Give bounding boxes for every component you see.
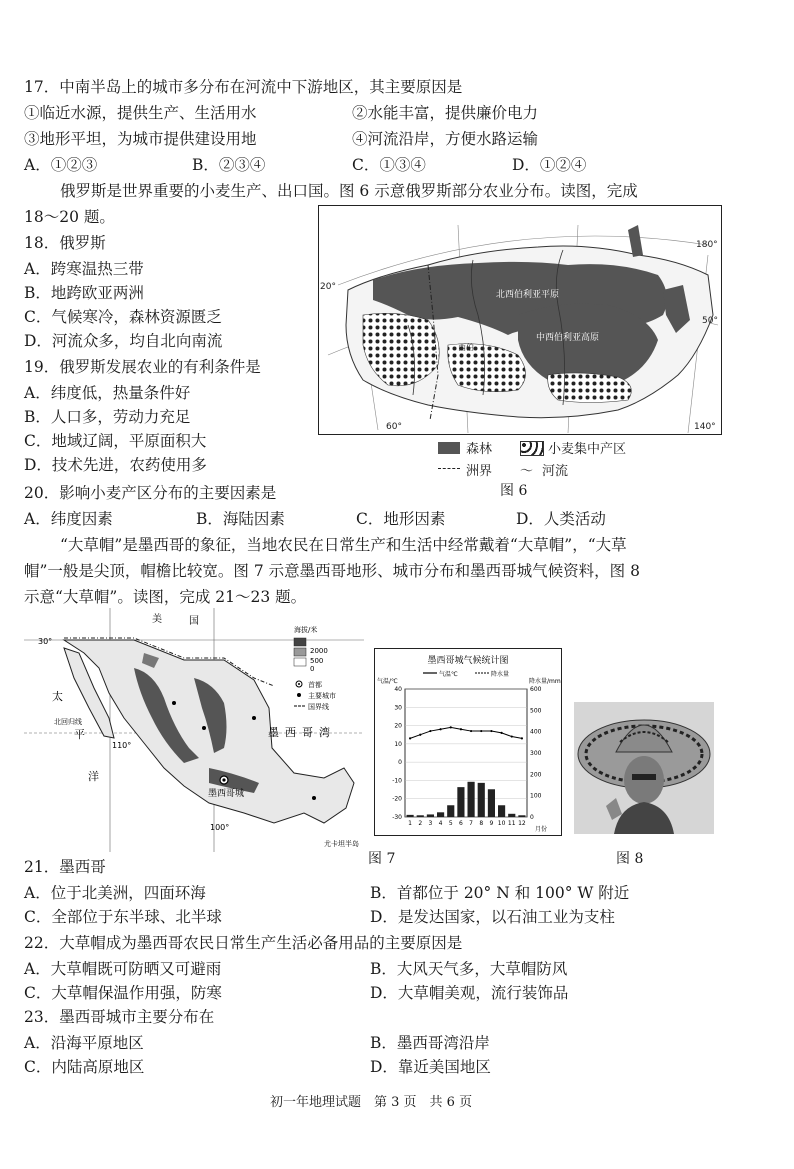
lat-30-label: 30° bbox=[38, 637, 53, 646]
label-yucatan: 尤卡坦半岛 bbox=[324, 840, 359, 848]
x-tick-label: 1 bbox=[408, 820, 412, 827]
q17-choice-b: B．②③④ bbox=[192, 156, 266, 174]
q17-choice-c: C．①③④ bbox=[352, 156, 426, 174]
chart-x-unit: 月份 bbox=[535, 826, 548, 833]
label-usa-1: 美 bbox=[152, 614, 162, 625]
precip-bar bbox=[518, 815, 525, 817]
lon-180-label: 180° bbox=[696, 240, 718, 250]
legend-boundary-swatch bbox=[438, 468, 460, 469]
y-right-tick-label: 100 bbox=[530, 792, 542, 800]
intro-21-23-line2: 帽”一般是尖顶，帽檐比较宽。图 7 示意墨西哥地形、城市分布和墨西哥城气候资料，图 8 bbox=[24, 562, 640, 580]
chart-y-left-unit: 气温/℃ bbox=[377, 678, 398, 685]
precip-bar bbox=[417, 815, 424, 817]
q18-stem: 18．俄罗斯 bbox=[24, 234, 106, 252]
q19-stem: 19．俄罗斯发展农业的有利条件是 bbox=[24, 358, 261, 376]
q20-choice-a: A．纬度因素 bbox=[24, 510, 113, 528]
intro-18-20-line1: 俄罗斯是世界重要的小麦生产、出口国。图 6 示意俄罗斯部分农业分布。读图，完成 bbox=[60, 182, 638, 200]
precip-bar bbox=[407, 815, 414, 817]
temperature-point bbox=[409, 737, 411, 739]
y-left-tick-label: -10 bbox=[392, 777, 402, 785]
legend-river-label: 河流 bbox=[542, 464, 569, 479]
label-tropic-of-cancer: 北回归线 bbox=[54, 718, 82, 726]
q20-choice-d: D．人类活动 bbox=[516, 510, 606, 528]
figure-8-caption: 图 8 bbox=[616, 851, 644, 867]
x-tick-label: 5 bbox=[448, 820, 453, 827]
lon-20-label: 20° bbox=[320, 282, 336, 292]
precip-bar bbox=[447, 805, 454, 817]
temperature-line bbox=[410, 727, 522, 738]
y-right-tick-label: 500 bbox=[530, 707, 542, 715]
chart-title: 墨西哥城气候统计图 bbox=[427, 656, 509, 666]
q19-choice-a: A．纬度低，热量条件好 bbox=[24, 384, 191, 402]
x-tick-label: 11 bbox=[507, 820, 516, 827]
temperature-point bbox=[429, 730, 431, 732]
x-tick-label: 10 bbox=[497, 820, 506, 827]
q21-choice-c: C．全部位于东半球、北半球 bbox=[24, 908, 222, 926]
legend-wheat-swatch bbox=[520, 441, 544, 456]
y-right-tick-label: 300 bbox=[530, 750, 542, 757]
q18-choice-c: C．气候寒冷，森林资源匮乏 bbox=[24, 308, 222, 326]
label-pacific-yang: 洋 bbox=[88, 770, 99, 783]
q17-choice-a: A．①②③ bbox=[24, 156, 98, 174]
y-right-tick-label: 200 bbox=[530, 771, 542, 779]
precip-bar bbox=[498, 805, 505, 817]
q21-choice-a: A．位于北美洲，四面环海 bbox=[24, 884, 206, 902]
temperature-point bbox=[511, 735, 513, 737]
q18-choice-b: B．地跨欧亚两洲 bbox=[24, 284, 144, 302]
q17-option-1: ①临近水源，提供生产、生活用水 bbox=[24, 104, 257, 122]
y-left-tick-label: -20 bbox=[392, 795, 402, 803]
q21-choice-d: D．是发达国家，以石油工业为支柱 bbox=[370, 908, 615, 926]
y-left-tick-label: 30 bbox=[394, 704, 402, 712]
y-right-tick-label: 600 bbox=[530, 686, 542, 693]
y-left-tick-label: -30 bbox=[392, 814, 402, 821]
map-legend-title: 海拔/米 bbox=[294, 626, 318, 634]
q21-stem: 21．墨西哥 bbox=[24, 858, 106, 876]
plot-frame bbox=[405, 689, 527, 817]
x-tick-label: 12 bbox=[518, 820, 526, 827]
q22-choice-b: B．大风天气多，大草帽防风 bbox=[370, 960, 568, 978]
label-gulf-of-mexico: 墨西哥湾 bbox=[268, 726, 336, 739]
intro-21-23-line1: “大草帽”是墨西哥的象征，当地农民在日常生产和生活中经常戴着“大草帽”，“大草 bbox=[60, 536, 627, 554]
x-tick-label: 7 bbox=[469, 820, 473, 827]
q17-choice-d: D．①②④ bbox=[512, 156, 587, 174]
figure-6-caption: 图 6 bbox=[500, 483, 528, 499]
map-legend-border: 国界线 bbox=[308, 703, 329, 711]
figure-7-climate-chart bbox=[374, 648, 562, 836]
temperature-point bbox=[480, 730, 482, 732]
map-legend-500: 500 bbox=[310, 657, 324, 665]
precip-bar bbox=[427, 814, 434, 817]
q20-choice-b: B．海陆因素 bbox=[196, 510, 285, 528]
q18-choice-a: A．跨寒温热三带 bbox=[24, 260, 144, 278]
label-west: 西伯 bbox=[458, 343, 474, 352]
label-pacific-ping: 平 bbox=[74, 728, 85, 741]
label-north-siberian-lowland: 北西伯利亚平原 bbox=[496, 290, 560, 300]
x-tick-label: 2 bbox=[418, 820, 423, 827]
precip-bar bbox=[508, 814, 515, 817]
q22-choice-d: D．大草帽美观，流行装饰品 bbox=[370, 984, 569, 1002]
x-tick-label: 9 bbox=[489, 820, 494, 827]
temperature-point bbox=[470, 730, 472, 732]
precip-bar bbox=[478, 783, 485, 817]
figure-6-russia-map bbox=[318, 205, 722, 435]
map-legend-2000: 2000 bbox=[310, 647, 328, 655]
label-central-siberian-plateau: 中西伯利亚高原 bbox=[536, 333, 600, 343]
y-left-tick-label: 20 bbox=[394, 722, 402, 730]
legend-boundary-label: 洲界 bbox=[466, 464, 493, 479]
q23-choice-b: B．墨西哥湾沿岸 bbox=[370, 1034, 490, 1052]
temperature-point bbox=[500, 732, 502, 734]
q23-stem: 23．墨西哥城市主要分布在 bbox=[24, 1008, 215, 1026]
legend-forest-swatch bbox=[438, 442, 460, 454]
lon-60-label: 60° bbox=[386, 422, 402, 432]
legend-river-swatch: 〜 bbox=[520, 464, 534, 479]
intro-18-20-line2: 18～20 题。 bbox=[24, 208, 115, 226]
q23-choice-a: A．沿海平原地区 bbox=[24, 1034, 144, 1052]
y-right-tick-label: 0 bbox=[530, 814, 534, 821]
map-legend-0: 0 bbox=[310, 665, 315, 673]
figure-7-caption: 图 7 bbox=[368, 851, 396, 867]
intro-21-23-line3: 示意“大草帽”。读图，完成 21～23 题。 bbox=[24, 588, 307, 606]
lon-110-label: 110° bbox=[112, 741, 132, 750]
q20-stem: 20．影响小麦产区分布的主要因素是 bbox=[24, 484, 277, 502]
precip-bar bbox=[468, 782, 475, 817]
y-right-tick-label: 400 bbox=[530, 728, 542, 736]
label-mexico-city: 墨西哥城 bbox=[208, 789, 245, 799]
q21-choice-b: B．首都位于 20° N 和 100° W 附近 bbox=[370, 884, 630, 902]
chart-legend-precip: 降水量 bbox=[491, 671, 510, 678]
label-usa-2: 国 bbox=[189, 616, 199, 627]
legend-wheat-label: 小麦集中产区 bbox=[548, 442, 627, 457]
q22-choice-c: C．大草帽保温作用强，防寒 bbox=[24, 984, 222, 1002]
temperature-point bbox=[521, 737, 523, 739]
q23-choice-c: C．内陆高原地区 bbox=[24, 1058, 145, 1076]
figure-6-legend bbox=[438, 438, 698, 480]
temperature-point bbox=[460, 728, 462, 730]
q23-choice-d: D．靠近美国地区 bbox=[370, 1058, 491, 1076]
q22-choice-a: A．大草帽既可防晒又可避雨 bbox=[24, 960, 222, 978]
y-left-tick-label: 40 bbox=[394, 686, 402, 693]
temperature-point bbox=[439, 728, 441, 730]
q17-option-4: ④河流沿岸，方便水路运输 bbox=[352, 130, 539, 148]
lon-100-label: 100° bbox=[210, 823, 230, 832]
q22-stem: 22．大草帽成为墨西哥农民日常生产生活必备用品的主要原因是 bbox=[24, 934, 463, 952]
x-tick-label: 6 bbox=[459, 820, 463, 827]
q18-choice-d: D．河流众多，均自北向南流 bbox=[24, 332, 223, 350]
chart-legend-temp: 气温℃ bbox=[439, 671, 458, 678]
q19-choice-c: C．地域辽阔，平原面积大 bbox=[24, 432, 207, 450]
q17-stem: 17．中南半岛上的城市多分布在河流中下游地区，其主要原因是 bbox=[24, 78, 463, 96]
q19-choice-b: B．人口多，劳动力充足 bbox=[24, 408, 191, 426]
temperature-point bbox=[419, 734, 421, 736]
x-tick-label: 4 bbox=[438, 820, 443, 827]
q20-choice-c: C．地形因素 bbox=[356, 510, 446, 528]
figure-8-sombrero-photo bbox=[574, 702, 714, 834]
page-footer: 初一年地理试题 第 3 页 共 6 页 bbox=[270, 1095, 473, 1110]
y-left-tick-label: 10 bbox=[394, 740, 402, 748]
temperature-point bbox=[490, 730, 492, 732]
q19-choice-d: D．技术先进，农药使用多 bbox=[24, 456, 207, 474]
legend-forest-label: 森林 bbox=[466, 442, 493, 457]
precip-bar bbox=[457, 787, 464, 817]
temperature-point bbox=[450, 726, 452, 728]
x-tick-label: 8 bbox=[479, 820, 484, 827]
map-legend-city: 主要城市 bbox=[308, 692, 336, 700]
q17-option-3: ③地形平坦，为城市提供建设用地 bbox=[24, 130, 257, 148]
q17-option-2: ②水能丰富，提供廉价电力 bbox=[352, 104, 539, 122]
figure-7-mexico-map bbox=[24, 608, 364, 852]
label-pacific-tai: 太 bbox=[52, 690, 63, 703]
precip-bar bbox=[437, 812, 444, 817]
x-tick-label: 3 bbox=[428, 820, 433, 827]
lat-50-label: 50° bbox=[702, 316, 718, 326]
lon-140-label: 140° bbox=[694, 422, 716, 432]
map-legend-capital: 首都 bbox=[308, 681, 322, 689]
y-left-tick-label: 0 bbox=[398, 759, 402, 767]
precip-bar bbox=[488, 789, 495, 817]
chart-y-right-unit: 降水量/mm bbox=[529, 678, 561, 685]
